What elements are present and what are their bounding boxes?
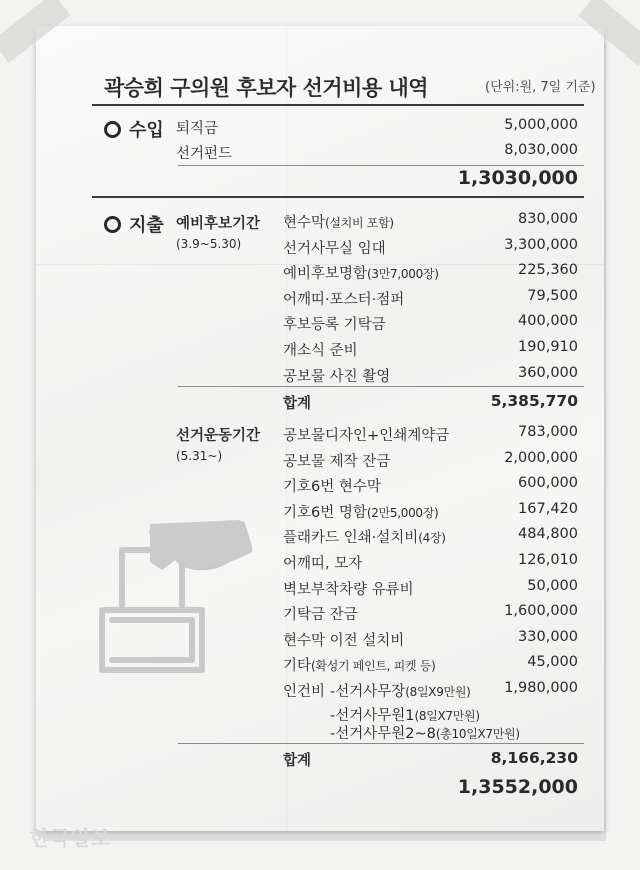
- expense-total: 1,3552,000: [457, 776, 578, 798]
- income-heading: [104, 116, 164, 142]
- income-item-label: 선거펀드: [176, 146, 233, 162]
- campaign-item-value: 600,000: [518, 475, 578, 492]
- pre-item-value: 225,360: [518, 262, 578, 279]
- pre-item-value: 190,910: [518, 339, 578, 355]
- income-heading-label: 수입: [129, 120, 164, 141]
- pre-item-label: 선거사무실 임대: [283, 240, 386, 257]
- campaign-item-label: 플래카드 인쇄·설치비(4장): [283, 530, 446, 547]
- campaign-item-label: 공보물 제작 잔금: [283, 453, 391, 470]
- pre-item-value: 400,000: [518, 313, 578, 330]
- campaign-item-value: 484,800: [518, 526, 578, 543]
- income-item-value: 8,030,000: [504, 142, 578, 158]
- labor-line: -선거사무원2~8(총10일X7만원): [330, 726, 520, 742]
- ballot-box-icon: [92, 510, 252, 675]
- campaign-item-label: 기호6번 명함(2만5,000장): [283, 504, 439, 521]
- labor-line: -선거사무원1(8일X7만원): [330, 708, 480, 724]
- income-section-rule: [92, 196, 584, 198]
- income-rule: [178, 165, 584, 166]
- campaign-item-value: 50,000: [527, 577, 578, 594]
- campaign-subtotal-rule: [178, 743, 584, 744]
- campaign-item-value: 783,000: [518, 424, 578, 440]
- campaign-item-value: 2,000,000: [504, 449, 578, 466]
- campaign-subtotal-value: 8,166,230: [490, 749, 578, 767]
- campaign-item-label: 공보물디자인+인쇄계약금: [283, 428, 450, 444]
- header-rule: [92, 104, 584, 106]
- campaign-period-range: (5.31~): [176, 449, 223, 463]
- income-item-value: 5,000,000: [504, 117, 578, 133]
- campaign-item-value: 1,600,000: [504, 603, 578, 620]
- page-title: 곽승희 구의원 후보자 선거비용 내역: [104, 76, 429, 100]
- campaign-item-label: 어깨띠, 모자: [283, 556, 363, 572]
- pre-item-label: 현수막(설치비 포함): [283, 215, 394, 231]
- labor-value: 1,980,000: [504, 680, 578, 696]
- bullet-circle-icon: [104, 121, 121, 138]
- expense-heading: [104, 211, 164, 237]
- pre-subtotal-label: 합계: [283, 396, 312, 412]
- pre-item-label: 공보물 사진 촬영: [283, 368, 391, 385]
- campaign-subtotal-label: 합계: [283, 753, 312, 769]
- campaign-item-label: 기탁금 잔금: [283, 607, 358, 624]
- pre-item-value: 830,000: [518, 211, 578, 227]
- campaign-item-value: 330,000: [518, 628, 578, 645]
- watermark-logo: 한국일보: [30, 826, 112, 850]
- pre-item-label: 예비후보명함(3만7,000장): [283, 266, 439, 283]
- labor-label: 인건비: [283, 684, 326, 700]
- campaign-item-label: 현수막 이전 설치비: [283, 632, 405, 649]
- campaign-item-label: 기타(확성기 페인트, 피켓 등): [283, 658, 436, 675]
- pre-period-range: (3.9~5.30): [176, 237, 242, 251]
- unit-note: (단위:원, 7일 기준): [485, 80, 596, 95]
- income-total: 1,3030,000: [457, 167, 578, 189]
- pre-item-value: 360,000: [518, 364, 578, 381]
- campaign-item-value: 45,000: [527, 654, 578, 671]
- pre-subtotal-value: 5,385,770: [490, 392, 578, 410]
- campaign-item-label: 벽보부착차량 유류비: [283, 581, 414, 598]
- campaign-period-label: 선거운동기간: [176, 428, 261, 444]
- pre-item-label: 후보등록 기탁금: [283, 317, 386, 334]
- pre-subtotal-rule: [178, 386, 584, 387]
- pre-item-label: 어깨띠·포스터·점퍼: [283, 291, 405, 308]
- pre-item-label: 개소식 준비: [283, 343, 358, 359]
- expense-heading-label: 지출: [129, 215, 164, 236]
- campaign-item-value: 126,010: [518, 552, 578, 568]
- labor-line: -선거사무장(8일X9만원): [330, 684, 471, 700]
- income-item-label: 퇴직금: [176, 121, 219, 137]
- pre-item-value: 79,500: [527, 287, 578, 304]
- pre-period-label: 예비후보기간: [176, 216, 261, 232]
- campaign-item-label: 기호6번 현수막: [283, 479, 381, 496]
- bullet-circle-icon: [104, 216, 121, 233]
- pre-item-value: 3,300,000: [504, 236, 578, 253]
- campaign-item-value: 167,420: [518, 500, 578, 517]
